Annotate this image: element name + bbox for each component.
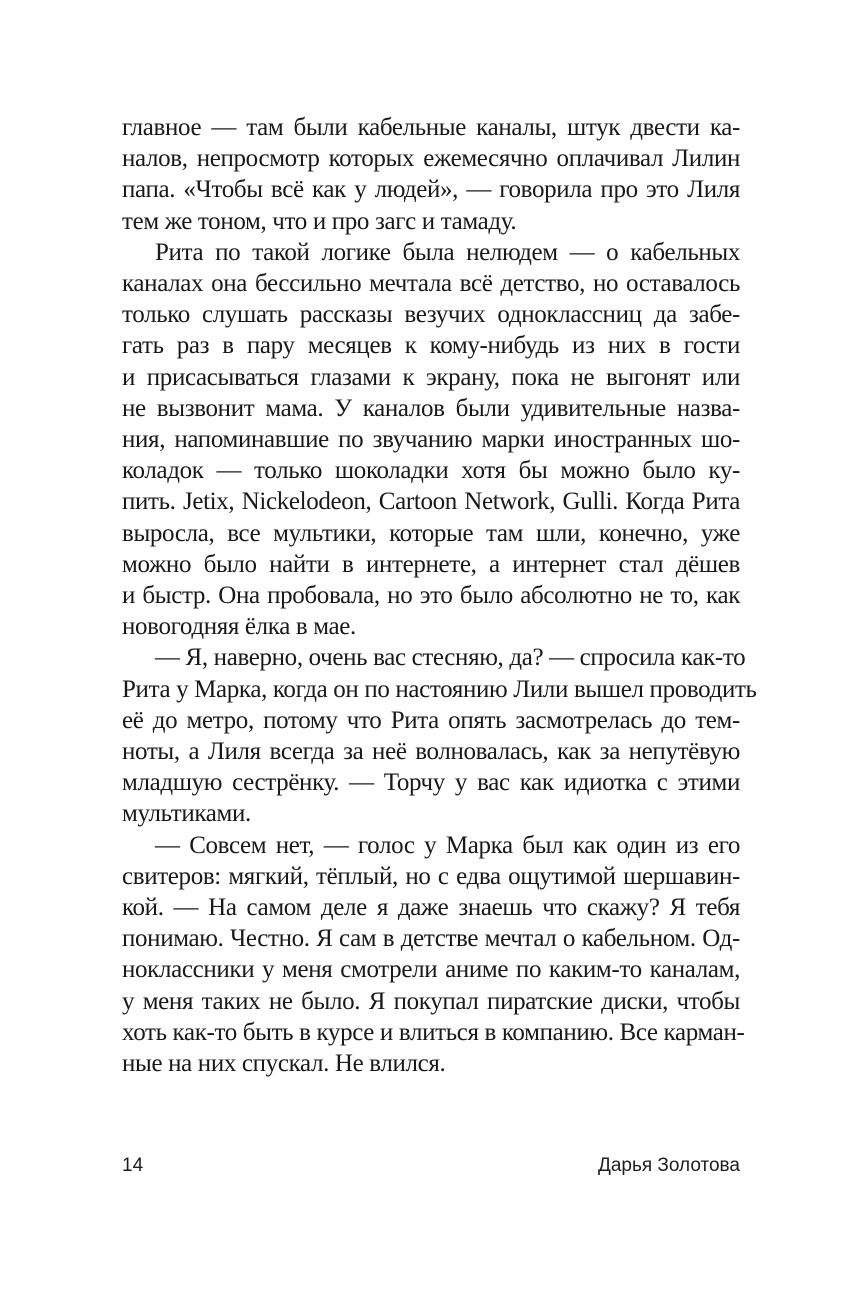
page-footer — [122, 1154, 740, 1178]
text-line: гать раз в пару месяцев к кому-нибудь из них в гости — [122, 332, 740, 360]
text-line: ноты, а Лиля всегда за неё волновалась, как за непутёвую — [122, 738, 740, 766]
text-line: новогодняя ёлка в мае. — [122, 613, 356, 641]
text-line: только слушать рассказы везучих одноклассниц да забе- — [122, 301, 740, 329]
text-line: коладок — только шоколадки хотя бы можно было ку- — [122, 457, 740, 485]
text-line: её до метро, потому что Рита опять засмотрелась до тем- — [122, 706, 740, 734]
text-line: мультиками. — [122, 800, 251, 828]
text-line: не вызвонит мама. У каналов были удивительные назва- — [122, 394, 740, 422]
text-line: каналах она бессильно мечтала всё детство, но оставалось — [122, 270, 740, 298]
text-line: Рита у Марка, когда он по настоянию Лили вышел проводить — [122, 675, 757, 703]
text-line: хоть как-то быть в курсе и влиться в компанию. Все карман- — [122, 1018, 745, 1046]
text-line: Рита по такой логике была нелюдем — о кабельных — [155, 238, 740, 266]
text-line: кой. — На самом деле я даже знаешь что скажу? Я тебя — [122, 894, 740, 922]
text-line: выросла, все мультики, которые там шли, конечно, уже — [122, 519, 740, 547]
text-line: и быстр. Она пробовала, но это было абсолютно не то, как — [122, 582, 740, 610]
text-line: ноклассники у меня смотрели аниме по каким-то каналам, — [122, 956, 740, 984]
text-line: налов, непросмотр которых ежемесячно оплачивал Лилин — [122, 145, 740, 173]
text-line: ния, напоминавшие по звучанию марки иностранных шо- — [122, 426, 740, 454]
page-text — [122, 112, 757, 1079]
text-line: — Я, наверно, очень вас стесняю, да? — спросила как-то — [155, 644, 746, 672]
text-line: и присасываться глазами к экрану, пока не выгонят или — [122, 363, 740, 391]
paragraph — [122, 830, 745, 1080]
paragraph — [122, 237, 740, 643]
text-line: можно было найти в интернете, а интернет стал дёшев — [122, 550, 740, 578]
paragraph — [122, 112, 740, 237]
text-line: пить. Jetix, Nickelodeon, Cartoon Network, Gulli. Когда Рита — [122, 488, 740, 516]
running-author: Дарья Золотова — [597, 1155, 740, 1176]
text-line: свитеров: мягкий, тёплый, но с едва ощутимой шершавин- — [122, 862, 740, 890]
text-line: понимаю. Честно. Я сам в детстве мечтал о кабельном. Од- — [122, 925, 740, 953]
text-line: младшую сестрёнку. — Торчу у вас как идиотка с этими — [122, 769, 740, 797]
paragraph — [122, 642, 757, 829]
text-line: папа. «Чтобы всё как у людей», — говорила про это Лиля — [122, 176, 740, 204]
page-number: 14 — [122, 1155, 144, 1176]
text-line: у меня таких не было. Я покупал пиратские диски, чтобы — [122, 987, 740, 1015]
text-line: ные на них спускал. Не влился. — [122, 1050, 446, 1078]
text-line: тем же тоном, что и про загс и тамаду. — [122, 207, 517, 235]
text-line: главное — там были кабельные каналы, штук двести ка- — [122, 114, 740, 141]
text-line: — Совсем нет, — голос у Марка был как один из его — [155, 831, 740, 859]
